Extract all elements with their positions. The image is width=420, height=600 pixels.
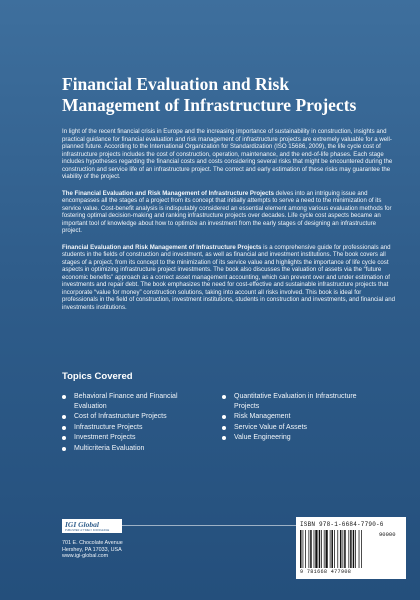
publisher-logo-text: IGI Global: [65, 519, 99, 529]
topic-label: Multicriteria Evaluation: [74, 444, 145, 452]
topic-item: [62, 412, 212, 422]
bullet-icon: [62, 395, 66, 399]
topic-label: Value Engineering: [234, 434, 291, 441]
paragraph-2-body: delves into an intriguing issue and encompasses all the stages of a project from its concept that initially attempts to serve a need to the minimization of its service value. Cost-benefit analysis is indisputably considered an essential element among various evaluation methods for fostering optimal decision-making and ranking infrastructure projects over decades. Life cycle cost aspects became an important tool of knowledge about how to optimize an investment from the early stages of designing an infrastructure project.: [62, 189, 392, 234]
topics-heading: Topics Covered: [62, 371, 133, 382]
barcode-bars: [300, 530, 375, 569]
topic-label: Investment Projects: [74, 434, 136, 441]
topic-item: [62, 444, 212, 454]
bullet-icon: [222, 395, 226, 399]
topic-item: [62, 423, 212, 433]
address-line-2: Hershey, PA 17033, USA: [62, 546, 122, 553]
paragraph-2-book-title: The Financial Evaluation and Risk Management of Infrastructure Projects: [62, 189, 274, 197]
topic-item: [62, 433, 212, 443]
publisher-website: www.igi-global.com: [62, 553, 109, 560]
publisher-logo: [62, 519, 122, 533]
paragraph-3-book-title: Financial Evaluation and Risk Management of Infrastructure Projects: [62, 243, 262, 251]
bullet-icon: [222, 436, 226, 440]
topic-item: [222, 423, 382, 433]
price-code: 90000: [379, 531, 396, 538]
description-paragraph-2: [62, 190, 397, 235]
topic-label: Behavioral Finance and Financial Evaluation: [74, 393, 178, 410]
bullet-icon: [62, 426, 66, 430]
book-title: [62, 74, 392, 116]
paragraph-3-body: is a comprehensive guide for professionals and students in the fields of construction and investment, as well as financial and investment institutions. The book covers all stages of a project, from its concept to the minimization of its service value and highlights the importance of life cycle cost aspects in optimizing infrastructure project investments. The book also discusses the valuation of assets via the “future economic benefits” approach as a correct asset management accounting, which can prevent over and under estimation of investments and repair debt. The book emphasizes the need for cost-effective and sustainable infrastructure projects that incorporate “value for money” construction solutions, taking into account all risks involved. This book is ideal for professionals in the field of construction, investment institutions, students in construction and investments, and financial and investments institutions.: [62, 243, 395, 311]
topic-item: [222, 433, 382, 443]
isbn-label: ISBN 978-1-6684-7790-6: [300, 521, 384, 528]
title-line-2: Management of Infrastructure Projects: [62, 95, 357, 115]
bullet-icon: [222, 426, 226, 430]
topic-label: Risk Management: [234, 413, 291, 420]
description-paragraph-1: In light of the recent financial crisis in Europe and the increasing importance of sustainability in construction, insights and practical guidance for financial evaluation and risk management of infrastructure projects are extremely valuable for a well-planned future. According to the International Organization for Standardization (ISO 15686, 2009), the life cycle cost of infrastructure projects includes the cost of construction, operation, maintenance, and the end-of-life phases. Each stage includes hypotheses regarding the financial costs and costs considering several risks that might be encountered during the construction and service life of an infrastructure project. The correct and early estimation of these risks may guarantee the viability of the project.: [62, 128, 393, 180]
topic-item: [62, 392, 212, 411]
topic-label: Cost of Infrastructure Projects: [74, 413, 167, 420]
topic-item: [222, 412, 382, 422]
topic-label: Service Value of Assets: [234, 423, 308, 431]
address-line-1: 701 E. Chocolate Avenue: [62, 540, 123, 546]
topics-list-right: [222, 392, 382, 444]
topics-list-left: [62, 392, 212, 454]
description: [62, 128, 397, 320]
title-line-1: Financial Evaluation and Risk: [62, 74, 290, 94]
topic-label: Infrastructure Projects: [74, 423, 143, 431]
bullet-icon: [62, 415, 66, 419]
topic-item: [222, 392, 382, 411]
barcode: [296, 517, 406, 579]
bullet-icon: [62, 447, 66, 451]
bullet-icon: [62, 436, 66, 440]
ean-number: 9 781668 477908: [300, 569, 352, 575]
publisher-address: [62, 540, 123, 560]
publisher-logo-tagline: PUBLISHER of TIMELY KNOWLEDGE: [65, 528, 110, 532]
bullet-icon: [222, 415, 226, 419]
topic-label: Quantitative Evaluation in Infrastructure Projects: [234, 393, 357, 410]
description-paragraph-3: [62, 244, 397, 312]
